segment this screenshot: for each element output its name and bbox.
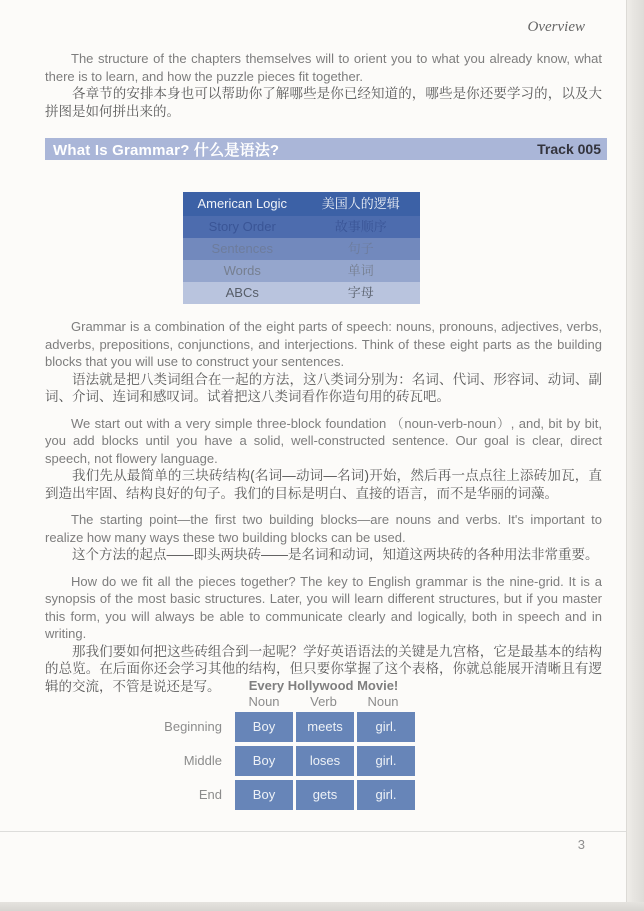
logic-cell-en: ABCs xyxy=(225,285,259,300)
paragraph-en: How do we fit all the pieces together? The key to English grammar is the nine-grid. It is a synopsis of the most basic structures. Later, you will learn different structures, but if you master this form, you will always be able to communicate clearly and logically, both in speech and in writing. xyxy=(45,573,602,641)
logic-table-row xyxy=(183,216,420,238)
paragraph-zh: 我们先从最简单的三块砖结构(名词—动词—名词)开始，然后再一点点往上添砖加瓦，直到造出牢固、结构良好的句子。我们的目标是明白、直接的语言，而不是华丽的词藻。 xyxy=(45,468,602,501)
paragraph-group xyxy=(45,415,602,503)
book-page-edge-right xyxy=(626,0,644,911)
intro-section xyxy=(45,50,602,120)
grid-cell: Boy xyxy=(235,712,293,742)
column-header-noun: Noun xyxy=(248,694,280,709)
logic-table-row xyxy=(183,238,420,260)
paragraph-zh: 那我们要如何把这些砖组合到一起呢？学好英语语法的关键是九宫格，它是最基本的结构的总览。在后面你还会学习其他的结构，但只要你掌握了这个表格，你就总能展开清晰且有逻辑的交流，不管是说还是写。 xyxy=(45,643,602,694)
intro-paragraph-en: The structure of the chapters themselves will to orient you to what you already know, what there is to learn, and how the puzzle pieces fit together. xyxy=(45,51,602,84)
logic-cell-zh: 故事顺序 xyxy=(334,219,387,234)
logic-header-en: American Logic xyxy=(197,196,288,211)
nine-grid-column-headers xyxy=(235,694,412,710)
logic-cell-zh: 字母 xyxy=(347,285,374,300)
section-title: What Is Grammar? 什么是语法? xyxy=(53,141,280,159)
paragraph-en: Grammar is a combination of the eight parts of speech: nouns, pronouns, adjectives, verbs, adverbs, prepositions, conjunctions, and interjections. Think of these eight parts as the building blocks that you will use to construct your sentences. xyxy=(45,319,602,369)
american-logic-table xyxy=(183,192,420,304)
logic-header-zh: 美国人的逻辑 xyxy=(321,196,400,211)
section-header-bar xyxy=(45,138,607,160)
footer-divider xyxy=(0,831,644,832)
track-number-badge: Track 005 xyxy=(537,141,601,157)
grid-cell: gets xyxy=(296,780,354,810)
logic-cell-en: Sentences xyxy=(211,241,273,256)
logic-cell-en: Words xyxy=(223,263,261,278)
nine-grid-title: Every Hollywood Movie! xyxy=(248,678,399,693)
paragraph-group xyxy=(45,573,602,696)
row-label-end: End xyxy=(198,787,222,802)
grid-cell: Boy xyxy=(235,780,293,810)
nine-grid-table xyxy=(45,712,412,810)
logic-cell-zh: 单词 xyxy=(347,263,374,278)
paragraph-group xyxy=(45,511,602,564)
logic-table-row xyxy=(183,260,420,282)
grid-cell: loses xyxy=(296,746,354,776)
logic-cell-zh: 句子 xyxy=(347,241,374,256)
column-header-noun: Noun xyxy=(367,694,399,709)
page-number: 3 xyxy=(577,837,585,852)
logic-table-header-row xyxy=(183,192,420,216)
paragraph-zh: 语法就是把八类词组合在一起的方法，这八类词分别为：名词、代词、形容词、动词、副词、介词、连词和感叹词。试着把这八类词看作你造句用的砖瓦吧。 xyxy=(45,371,602,404)
grid-cell: Boy xyxy=(235,746,293,776)
grid-cell: girl. xyxy=(357,780,415,810)
paragraph-zh: 这个方法的起点——即头两块砖——是名词和动词，知道这两块砖的各种用法非常重要。 xyxy=(72,547,599,562)
nine-grid-section xyxy=(45,678,412,810)
logic-table-row xyxy=(183,282,420,304)
book-page-edge-bottom xyxy=(0,902,644,911)
row-label-middle: Middle xyxy=(183,753,222,768)
grid-cell: girl. xyxy=(357,712,415,742)
logic-cell-en: Story Order xyxy=(208,219,276,234)
grid-cell: girl. xyxy=(357,746,415,776)
body-paragraphs xyxy=(45,318,602,704)
paragraph-en: We start out with a very simple three-block foundation （noun-verb-noun）, and, bit by bit, you add blocks until you have a solid, well-constructed sentence. Our goal is clear, direct speech, not flowery language. xyxy=(45,415,602,466)
column-header-verb: Verb xyxy=(310,694,337,709)
grid-cell: meets xyxy=(296,712,354,742)
paragraph-en: The starting point—the first two building blocks—are nouns and verbs. It's important to realize how many ways these two building blocks can be used. xyxy=(45,512,602,545)
row-label-beginning: Beginning xyxy=(164,719,222,734)
paragraph-group xyxy=(45,318,602,406)
running-head: Overview xyxy=(527,19,585,35)
intro-paragraph-zh: 各章节的安排本身也可以帮助你了解哪些是你已经知道的，哪些是你还要学习的，以及大拼图是如何拼出来的。 xyxy=(45,86,602,119)
